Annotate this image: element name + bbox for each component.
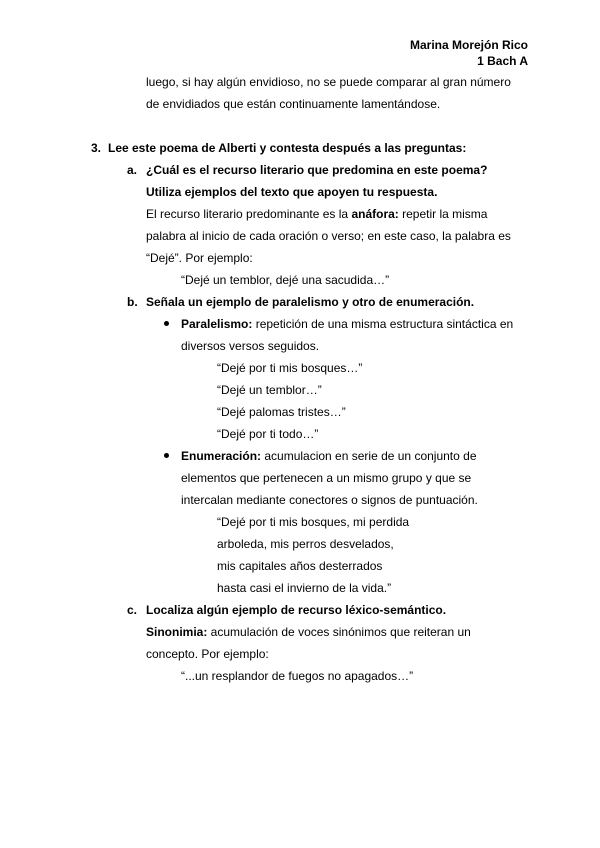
term-sinonimia: Sinonimia: — [146, 625, 208, 639]
item-b-label: b. — [127, 295, 138, 309]
item-a-answer-2: palabra al inicio de cada oración o verso; en este caso, la palabra es — [146, 229, 511, 243]
answer-text: El recurso literario predominante es la — [146, 207, 352, 221]
term-anafora: anáfora: — [351, 207, 399, 221]
paralelismo-line-2: diversos versos seguidos. — [181, 339, 320, 353]
enumeracion-line-1 — [181, 449, 477, 463]
term-paralelismo: Paralelismo: — [181, 317, 253, 331]
enumeracion-quote-4: hasta casi el invierno de la vida.” — [217, 581, 392, 595]
enumeracion-quote-3: mis capitales años desterrados — [217, 559, 383, 573]
bullet-paralelismo — [164, 321, 169, 326]
definition-text: repetición de una misma estructura sintáctica en — [252, 317, 514, 331]
enumeracion-line-2: elementos que pertenecen a un mismo grupo y que se — [181, 471, 472, 485]
intro-line-2: de envidiados que están continuamente lamentándose. — [146, 97, 441, 111]
bullet-enumeracion — [164, 453, 169, 458]
paralelismo-quote-1: “Dejé por ti mis bosques…” — [217, 361, 363, 375]
author-name: Marina Morejón Rico — [409, 38, 528, 52]
answer-text: repetir la misma — [398, 207, 488, 221]
paralelismo-quote-3: “Dejé palomas tristes…” — [217, 405, 346, 419]
definition-text: acumulación de voces sinónimos que reiteran un — [207, 625, 471, 639]
enumeracion-quote-1: “Dejé por ti mis bosques, mi perdida — [217, 515, 410, 529]
question-3-text: Lee este poema de Alberti y contesta después a las preguntas: — [108, 141, 467, 155]
item-c-label: c. — [127, 603, 138, 617]
item-a-question-1: ¿Cuál es el recurso literario que predomina en este poema? — [146, 163, 488, 177]
item-c-question: Localiza algún ejemplo de recurso léxico-semántico. — [146, 603, 447, 617]
paralelismo-quote-4: “Dejé por ti todo…” — [217, 427, 319, 441]
item-a-answer-3: “Dejé”. Por ejemplo: — [146, 251, 253, 265]
item-a-quote: “Dejé un temblor, dejé una sacudida…” — [181, 273, 390, 287]
intro-line-1: luego, si hay algún envidioso, no se puede comparar al gran número — [146, 75, 511, 89]
item-a-answer-1 — [146, 207, 487, 221]
item-a-label: a. — [127, 163, 138, 177]
item-a-question-2: Utiliza ejemplos del texto que apoyen tu respuesta. — [146, 185, 438, 199]
definition-text: acumulacion en serie de un conjunto de — [261, 449, 477, 463]
term-enumeracion: Enumeración: — [181, 449, 262, 463]
sinonimia-quote: “...un resplandor de fuegos no apagados…” — [181, 669, 414, 683]
item-b-question: Señala un ejemplo de paralelismo y otro de enumeración. — [146, 295, 475, 309]
enumeracion-line-3: intercalan mediante conectores o signos de puntuación. — [181, 493, 478, 507]
enumeracion-quote-2: arboleda, mis perros desvelados, — [217, 537, 394, 551]
paralelismo-quote-2: “Dejé un temblor…” — [217, 383, 322, 397]
paralelismo-line-1 — [181, 317, 513, 331]
sinonimia-line-1 — [146, 625, 471, 639]
class-label: 1 Bach A — [477, 54, 528, 68]
sinonimia-line-2: concepto. Por ejemplo: — [146, 647, 269, 661]
question-3-number: 3. — [91, 141, 102, 155]
